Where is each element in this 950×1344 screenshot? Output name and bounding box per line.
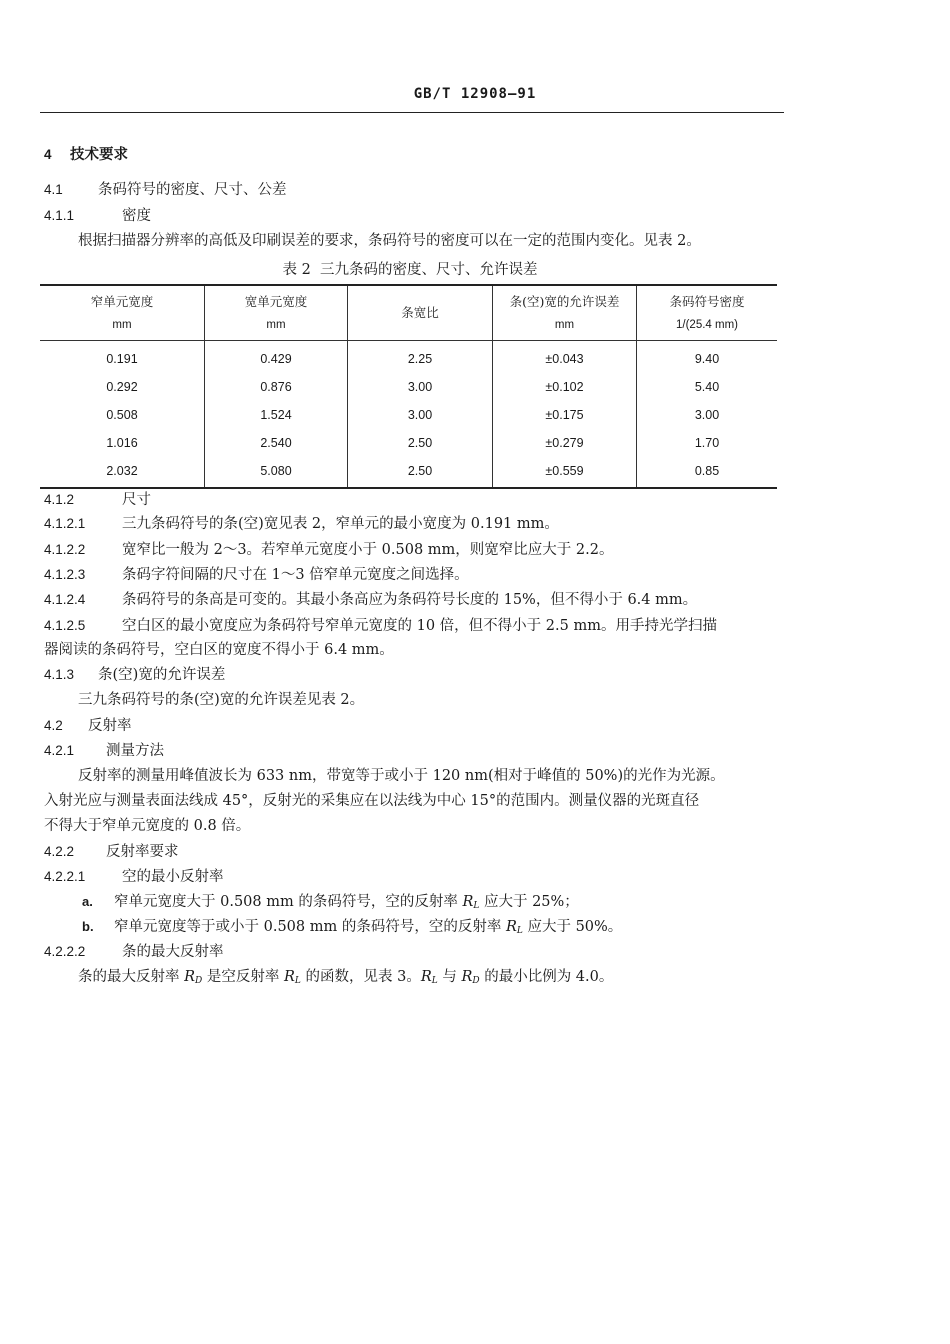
col-header-density: 条码符号密度 1/(25.4 mm) — [637, 285, 778, 341]
section-4-1-heading: 4.1 条码符号的密度、尺寸、公差 — [44, 182, 287, 198]
section-4-1-2-heading: 4.1.2 尺寸 — [44, 492, 151, 508]
table-row — [40, 401, 777, 429]
section-4-2-1-heading: 4.2.1 测量方法 — [44, 743, 164, 759]
clause-4-1-2-5-continued: 器阅读的条码符号，空白区的宽度不得小于 6.4 mm。 — [44, 642, 394, 658]
section-4-1-1-heading: 4.1.1 密度 — [44, 208, 151, 224]
cell-tolerance: ±0.175 — [493, 401, 637, 429]
cell-density: 3.00 — [694, 408, 720, 422]
clause-4-1-2-5: 4.1.2.5 空白区的最小宽度应为条码符号窄单元宽度的 10 倍，但不得小于 2.5 mm。用手持光学扫描 — [44, 618, 717, 634]
cell-ratio: 2.25 — [348, 341, 493, 374]
clause-4-1-2-2: 4.1.2.2 宽窄比一般为 2～3。若窄单元宽度小于 0.508 mm，则宽窄比应大于 2.2。 — [44, 542, 614, 558]
measurement-paragraph-line-2: 入射光应与测量表面法线成 45°，反射光的采集应在以法线为中心 15°的范围内。测量仪器的光斑直径 — [44, 793, 700, 809]
cell-ratio: 3.00 — [348, 373, 493, 401]
clause-4-1-2-4: 4.1.2.4 条码符号的条高是可变的。其最小条高应为条码符号长度的 15%，但不得小于 6.4 mm。 — [44, 592, 698, 608]
section-4-2-2-2-heading: 4.2.2.2 条的最大反射率 — [44, 944, 224, 960]
table-header-row — [40, 285, 777, 341]
cell-tolerance: ±0.279 — [493, 429, 637, 457]
cell-density: 9.40 — [694, 352, 720, 366]
cell-tolerance: ±0.559 — [493, 457, 637, 488]
clause-4-1-2-1: 4.1.2.1 三九条码符号的条(空)宽见表 2，窄单元的最小宽度为 0.191 mm。 — [44, 516, 559, 532]
max-reflectance-paragraph: 条的最大反射率 $R_D$ 是空反射率 $R_L$ 的函数，见表 3。$R_L$ 与 $R_D$ 的最小比例为 4.0。 — [78, 969, 614, 986]
list-item-b: b. 窄单元宽度等于或小于 0.508 mm 的条码符号，空的反射率 $R_L$ 应大于 50%。 — [82, 919, 623, 936]
cell-narrow: 1.016 — [40, 429, 205, 457]
table-2-caption: 表 2 三九条码的密度、尺寸、允许误差 — [282, 262, 538, 278]
standard-number-header: GB/T 12908—91 — [413, 86, 537, 102]
col-header-tolerance: 条(空)宽的允许误差 mm — [493, 285, 637, 341]
cell-narrow: 0.508 — [40, 401, 205, 429]
cell-ratio: 2.50 — [348, 429, 493, 457]
cell-narrow: 0.292 — [40, 373, 205, 401]
section-4-2-heading: 4.2 反射率 — [44, 718, 132, 734]
table-row — [40, 457, 777, 488]
cell-tolerance: ±0.102 — [493, 373, 637, 401]
col-header-ratio: 条宽比 — [348, 285, 493, 341]
cell-wide: 5.080 — [205, 457, 348, 488]
cell-wide: 2.540 — [205, 429, 348, 457]
section-4-heading: 4 技术要求 — [44, 146, 128, 163]
measurement-paragraph-line-1: 反射率的测量用峰值波长为 633 nm，带宽等于或小于 120 nm(相对于峰值的 50%)的光作为光源。 — [78, 768, 725, 784]
list-item-a: a. 窄单元宽度大于 0.508 mm 的条码符号，空的反射率 $R_L$ 应大于 25%； — [82, 894, 579, 911]
section-4-2-2-1-heading: 4.2.2.1 空的最小反射率 — [44, 869, 224, 885]
cell-density: 0.85 — [637, 457, 778, 488]
col-header-narrow-width: 窄单元宽度 mm — [40, 285, 205, 341]
cell-wide: 0.876 — [205, 373, 348, 401]
header-rule — [40, 112, 784, 113]
clause-4-1-2-3: 4.1.2.3 条码字符间隔的尺寸在 1～3 倍窄单元宽度之间选择。 — [44, 567, 469, 583]
density-paragraph: 根据扫描器分辨率的高低及印刷误差的要求，条码符号的密度可以在一定的范围内变化。见表 2。 — [78, 233, 701, 249]
cell-density: 5.40 — [694, 380, 720, 394]
table-row — [40, 429, 777, 457]
cell-narrow: 2.032 — [40, 457, 205, 488]
cell-narrow: 0.191 — [40, 341, 205, 374]
col-header-wide-width: 宽单元宽度 mm — [205, 285, 348, 341]
section-4-1-3-heading: 4.1.3 条(空)宽的允许误差 — [44, 667, 226, 683]
cell-ratio: 3.00 — [348, 401, 493, 429]
cell-wide: 0.429 — [205, 341, 348, 374]
cell-density: 1.70 — [694, 436, 720, 450]
table-row — [40, 341, 777, 374]
code39-density-table — [40, 284, 777, 489]
cell-ratio: 2.50 — [348, 457, 493, 488]
table-row — [40, 373, 777, 401]
tolerance-paragraph: 三九条码符号的条(空)宽的允许误差见表 2。 — [78, 692, 365, 708]
cell-tolerance: ±0.043 — [493, 341, 637, 374]
cell-wide: 1.524 — [205, 401, 348, 429]
measurement-paragraph-line-3: 不得大于窄单元宽度的 0.8 倍。 — [44, 818, 251, 834]
section-4-2-2-heading: 4.2.2 反射率要求 — [44, 844, 179, 860]
